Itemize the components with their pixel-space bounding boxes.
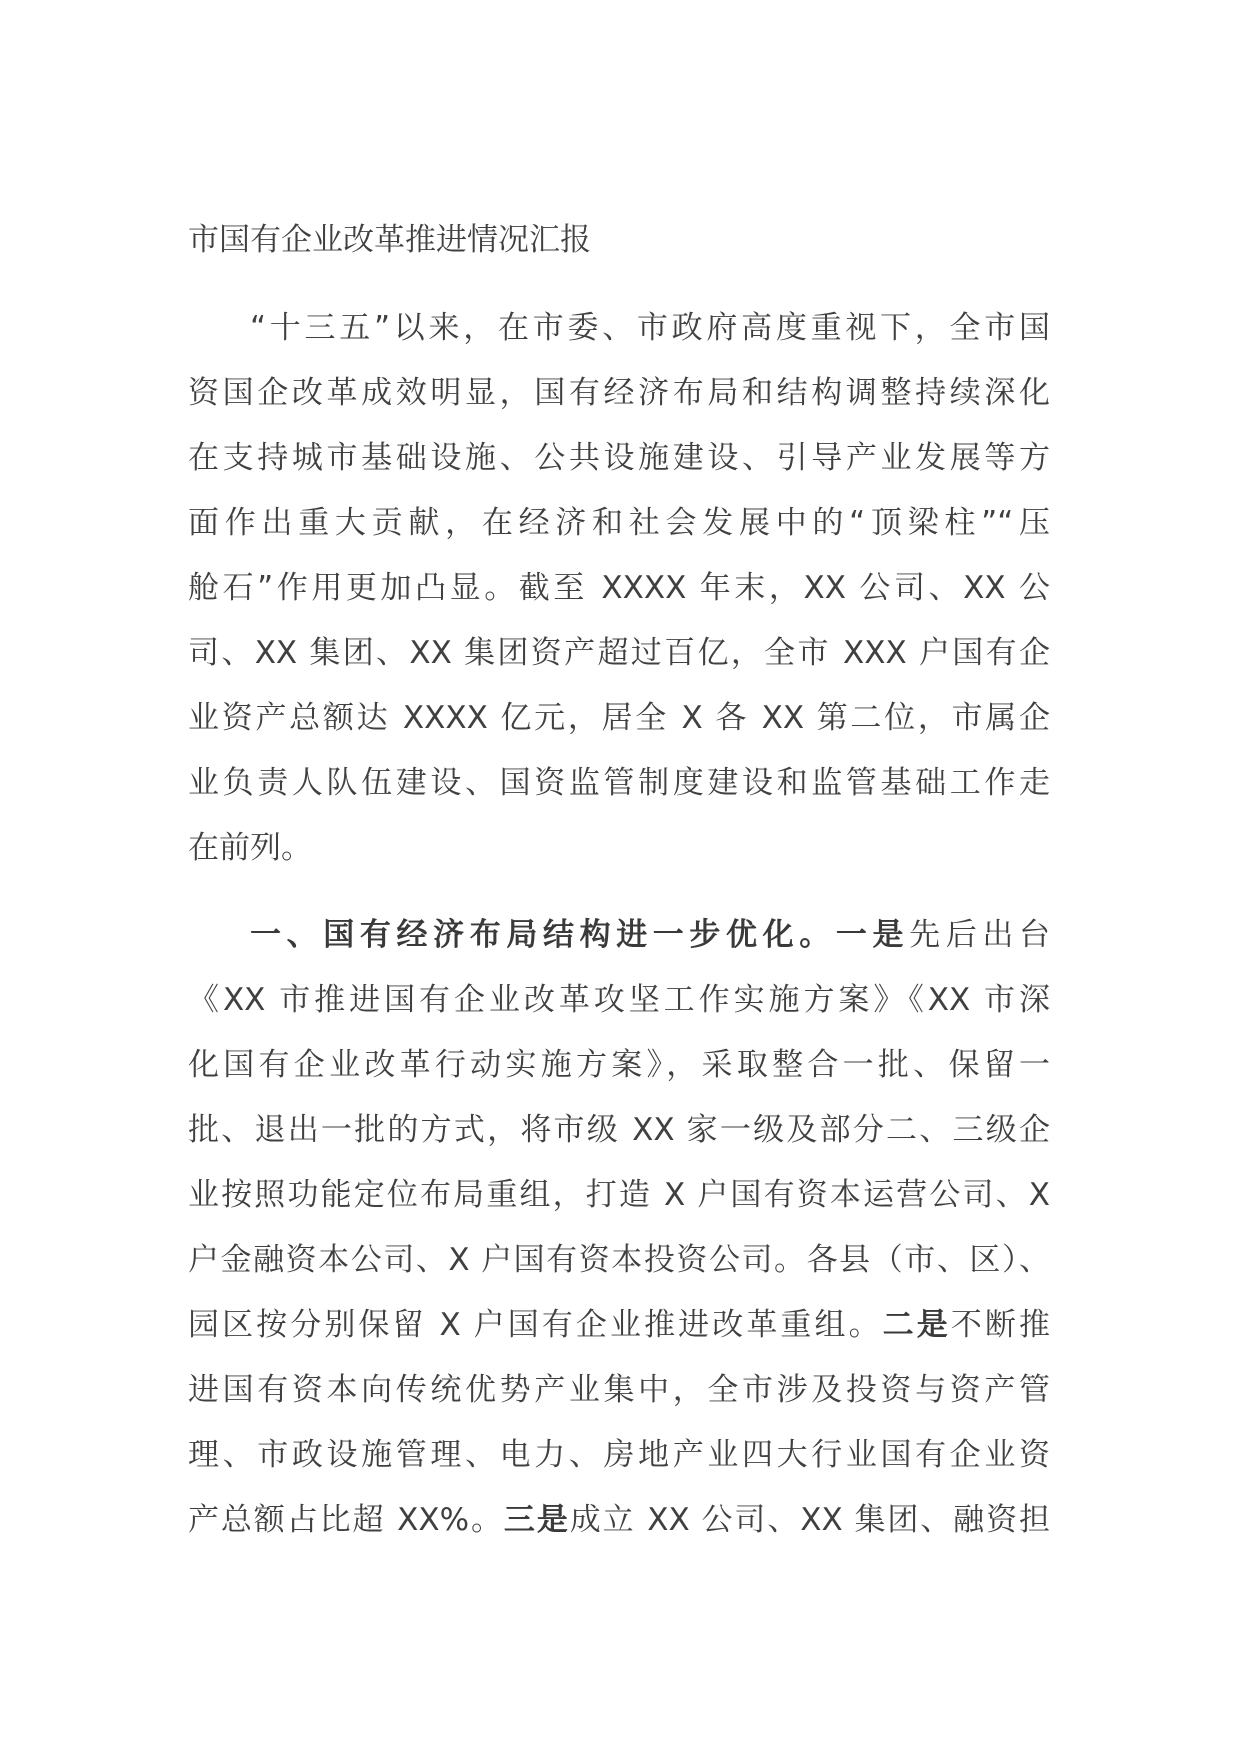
section-heading: 一、国有经济布局结构进一步优化。	[250, 917, 836, 953]
text-run: 产总额占比超 XX%。	[188, 1502, 504, 1538]
paragraph-line: 《XX 市推进国有企业改革攻坚工作实施方案》《XX 市深	[188, 982, 1050, 1018]
paragraph-line: 批、退出一批的方式，将市级 XX 家一级及部分二、三级企	[188, 1112, 1050, 1148]
point-marker-1: 一是	[835, 917, 910, 953]
text-run: 成立 XX 公司、XX 集团、融资担	[569, 1502, 1050, 1538]
paragraph-line: 业资产总额达 XXXX 亿元，居全 X 各 XX 第二位，市属企	[188, 700, 1050, 736]
paragraph-line: 在前列。	[188, 830, 312, 866]
paragraph-line: 进国有资本向传统优势产业集中，全市涉及投资与资产管	[188, 1372, 1050, 1408]
paragraph-line: 司、XX 集团、XX 集团资产超过百亿，全市 XXX 户国有企	[188, 635, 1050, 671]
paragraph-line: 舱石”作用更加凸显。截至 XXXX 年末，XX 公司、XX 公	[188, 570, 1050, 606]
document-title: 市国有企业改革推进情况汇报	[188, 222, 591, 258]
paragraph-line: 化国有企业改革行动实施方案》，采取整合一批、保留一	[188, 1047, 1050, 1083]
paragraph-line: 业负责人队伍建设、国资监管制度建设和监管基础工作走	[188, 765, 1050, 801]
paragraph-intro	[188, 296, 1050, 881]
paragraph-line: 在支持城市基础设施、公共设施建设、引导产业发展等方	[188, 440, 1050, 476]
paragraph-line: 户金融资本公司、X 户国有资本投资公司。各县（市、区）、	[188, 1242, 1050, 1278]
text-run: 园区按分别保留 X 户国有企业推进改革重组。	[188, 1307, 883, 1343]
paragraph-line: 业按照功能定位布局重组，打造 X 户国有资本运营公司、X	[188, 1177, 1050, 1213]
paragraph-line: 理、市政设施管理、电力、房地产业四大行业国有企业资	[188, 1437, 1050, 1473]
paragraph-section-1	[188, 903, 1050, 1553]
paragraph-line	[188, 903, 1050, 968]
paragraph-line: 面作出重大贡献，在经济和社会发展中的“顶梁柱”“压	[188, 505, 1050, 541]
point-marker-2: 二是	[882, 1307, 951, 1343]
text-run: 先后出台	[909, 917, 1051, 953]
paragraph-line	[188, 1293, 1050, 1358]
paragraph-line	[188, 1488, 1050, 1553]
paragraph-line: “十三五”以来，在市委、市政府高度重视下，全市国	[250, 310, 1050, 346]
text-run: 不断推	[950, 1307, 1051, 1343]
paragraph-line: 资国企改革成效明显，国有经济布局和结构调整持续深化	[188, 375, 1050, 411]
point-marker-3: 三是	[503, 1502, 570, 1538]
